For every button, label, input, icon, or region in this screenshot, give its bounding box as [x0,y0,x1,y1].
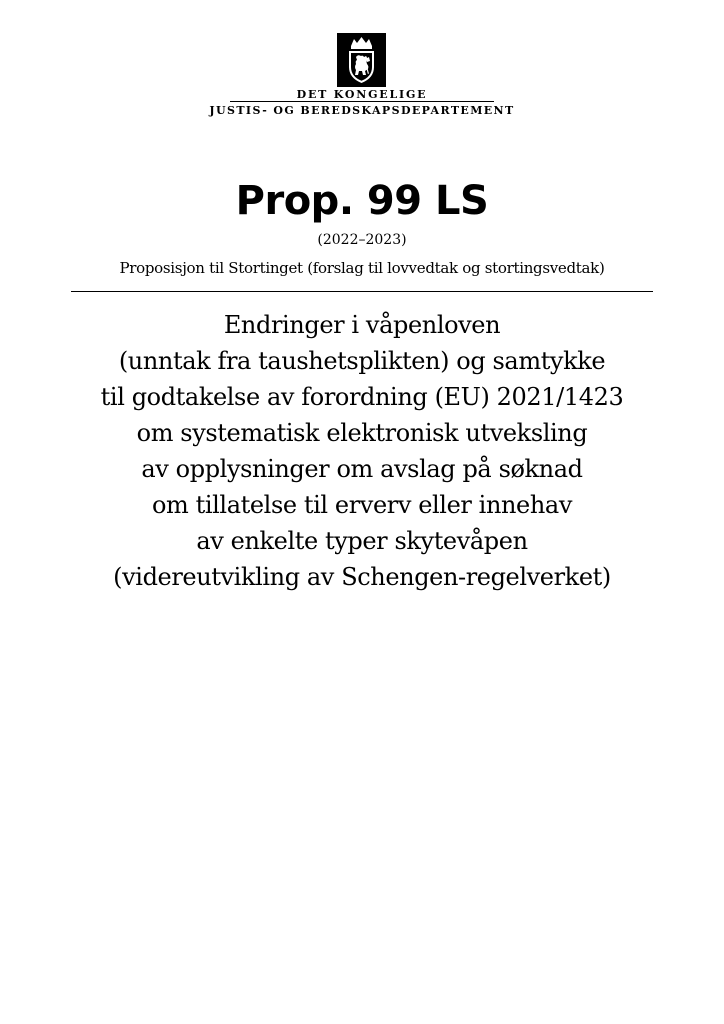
ministry-name-line2: JUSTIS- OG BEREDSKAPSDEPARTEMENT [209,104,515,117]
session-years: (2022–2023) [317,232,407,248]
title-divider [71,291,653,292]
title-line: (videreutvikling av Schengen-regelverket) [113,563,611,591]
ministry-divider [230,101,494,102]
ministry-name-line1: DET KONGELIGE [296,88,428,101]
title-line: (unntak fra taushetsplikten) og samtykke [118,347,606,375]
document-title [60,307,664,595]
royal-coat-of-arms-icon [337,33,386,87]
title-line: av enkelte typer skytevåpen [196,527,528,555]
title-line: om systematisk elektronisk utveksling [136,419,588,447]
proposition-subtitle: Proposisjon til Stortinget (forslag til lovvedtak og stortingsvedtak) [119,259,605,277]
proposition-number: Prop. 99 LS [235,178,489,224]
title-line: om tillatelse til erverv eller innehav [152,491,572,519]
title-line: til godtakelse av forordning (EU) 2021/1423 [100,383,624,411]
title-line: av opplysninger om avslag på søknad [141,455,583,483]
title-line: Endringer i våpenloven [223,311,501,339]
